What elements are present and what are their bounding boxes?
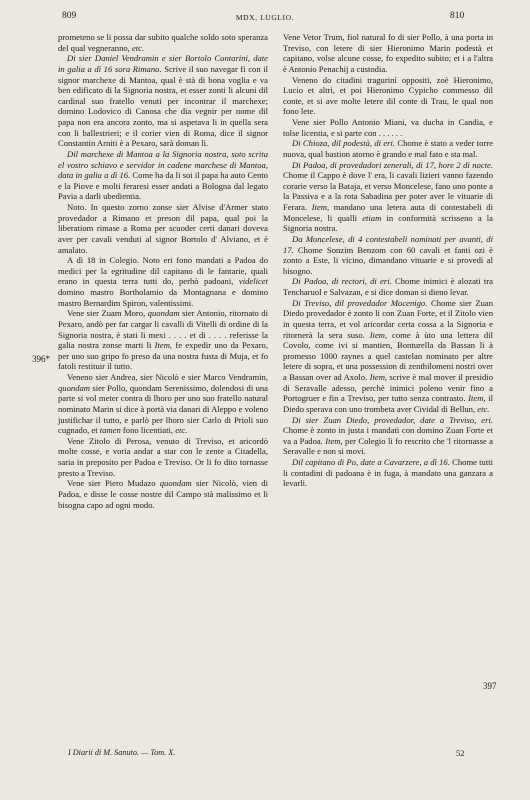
italic-text-run: Di sier Zuan Diedo, provedador, date a Treviso, eri. bbox=[292, 414, 493, 425]
margin-number-right: 397 bbox=[483, 681, 497, 691]
text-run: per Colegio li fo rescrito che 'l ritornasse a Seravalle e non si movi. bbox=[283, 435, 494, 457]
italic-text-run: etc. bbox=[175, 425, 188, 436]
italic-text-run: etc. bbox=[131, 42, 145, 53]
text-run: Chome è zonto in justa i mandati con domino Zuan Forte et va a Padoa. bbox=[283, 425, 493, 446]
italic-text-run: videlicet bbox=[238, 276, 268, 287]
text-run: Vene Zitolo di Perosa, venuto di Treviso, et aricordò molte cosse, e voria andar a star con le zente a Citadella, saria in preposito per Padoa e Treviso. Or li fo dito tornasse presto a Treviso. bbox=[58, 435, 268, 478]
text-run: prometeno se li possa dar subito qualche soldo soto speranza del qual vegneranno, bbox=[58, 32, 268, 53]
text-run: Chome il Cappo è dove l' era, li cavali lizieri vanno fazendo corarie verso la Bataja, et verso Moncelese, fano uno ponte a la Passiva e a la rota Sabadina per poter aver le vituarie di Ferara. bbox=[283, 170, 493, 212]
italic-text-run: Di Treviso, dil provedador Mocenigo. bbox=[292, 297, 428, 308]
text-run: scrive è mal mover il presidio di Seravalle adesso, perchè inimici poleno venir fino a Portogruer e fin a Treviso, per tutto senza contrasto. bbox=[283, 372, 493, 404]
left-column bbox=[58, 32, 268, 510]
text-run: il Diedo sperava con uno trombeta aver Cividal di Bellun, bbox=[283, 393, 493, 414]
paragraph bbox=[58, 32, 268, 53]
text-run: Vene sier Zuam Moro, bbox=[67, 308, 148, 319]
paragraph bbox=[283, 234, 493, 277]
italic-text-run: Di Chioza, dil podestà, di eri. bbox=[292, 138, 396, 149]
paragraph bbox=[58, 478, 268, 510]
text-run: Vene sier Pollo Antonio Miani, va ducha in Candia, e tolse licentia, e si parte con . . . . . . bbox=[283, 117, 493, 138]
page-number-left: 809 bbox=[62, 11, 77, 21]
italic-text-run: Item, bbox=[311, 202, 330, 212]
paragraph bbox=[283, 457, 493, 489]
text-run: Chome Sonzim Benzom con 60 cavali et fanti ozi è zonto a Este, li vicino, dimandano vituarie e si provedi al bisogno. bbox=[283, 244, 493, 276]
text-run: mandano una letera auta di contestabeli di Moncelese, li qualli bbox=[283, 202, 493, 223]
text-run: sier Antonio, ritornato di Pexaro, andò per far cargar li cavalli di Vitelli di ordine di la Signoria nostra, è stati li mexi . . . . et di . . . . referisse la galia nostra zonse marti li bbox=[58, 308, 268, 351]
paragraph bbox=[283, 117, 493, 138]
italic-text-run: etc. bbox=[477, 403, 490, 414]
italic-text-run: Item, bbox=[369, 329, 388, 340]
text-run: domino mastro Bortholamio da Montagnana e domino mastro Bernardim Spiron, valentissimi. bbox=[58, 287, 268, 308]
italic-text-run: Di Padoa, di provedadori zenerali, di 17, hore 2 di nocte. bbox=[292, 159, 493, 170]
text-run: Chome sier Zuan Diedo provedador è zonto li con Zuan Forte, et il Zitolo vien in questa terra, et vol aricordar certa cossa a la Signoria e ritornerà la sera suso. bbox=[283, 297, 493, 340]
italic-text-run: Item, bbox=[369, 372, 388, 382]
text-run: Come ha da li soi il papa ha auto Cento e la Piove e molti feraresi esser andati a Bologna dal legato Pavia a darli ubedientia. bbox=[58, 170, 268, 202]
italic-text-run: Item, bbox=[154, 340, 173, 351]
text-run: sier Nicolò, vien di Padoa, e disse le cosse nostre dil Campo stà malissimo et li bisogna capo ad ogni modo. bbox=[58, 478, 268, 510]
text-run: in conformità scrisseno a la Signoria nostra. bbox=[283, 212, 493, 234]
text-run: fono licentiati, bbox=[120, 425, 176, 436]
text-run: Chome inimici è alozati tra Tencharuol e Salvazan, e si dice doman si dieno levar. bbox=[283, 276, 493, 297]
text-run: Noto. In questo zorno zonse sier Alvise d'Armer stato provedador a Rimano et preson dil papa, qual poi la liberatiom rimase a Roma per scuoder certi danari doveva aver per cavali venduti al signor Bortolo d' Alviano, et è amalato. bbox=[58, 202, 268, 255]
italic-text-run: etiam bbox=[362, 212, 382, 223]
text-run: Vene sier Piero Mudazo bbox=[67, 478, 160, 489]
text-run: Chome tutti li contadini di padoana è in fuga, à mandato una ganzara a levarli. bbox=[283, 457, 494, 489]
italic-text-run: Da Moncelese, di 4 contestabeli nominati per avanti, di 17. bbox=[283, 233, 493, 255]
italic-text-run: Di Padoa, di rectori, di eri. bbox=[292, 276, 392, 287]
text-run: Veneno sier Andrea, sier Nicolò e sier Marco Vendramin, bbox=[67, 372, 268, 382]
paragraph bbox=[58, 53, 268, 149]
text-run: Vene Vetor Trum, fiol natural fo di sier Pollo, à una porta in Treviso, con letere di sier Hieronimo Marin podestà et capitano, volse alcune cosse, fo expedito subito; et i a l'altra è Antonio Penachij a custodia. bbox=[283, 32, 493, 74]
italic-text-run: Dil capitano di Po, date a Cavarzere, a dì 16. bbox=[292, 457, 450, 467]
italic-text-run: quondam bbox=[58, 382, 90, 393]
paragraph bbox=[58, 372, 268, 436]
paragraph bbox=[283, 32, 493, 75]
italic-text-run: quondam bbox=[147, 308, 180, 319]
footer-citation: I Diarii di M. Sanuto. — Tom. X. bbox=[68, 748, 176, 757]
paragraph bbox=[58, 149, 268, 202]
italic-text-run: Item, bbox=[468, 393, 486, 404]
text-run: Scrive il suo navegar fi con il signor marchexe di Mantoa, qual è stà di bona voglia e va ben edificato di la Signoria nostra, et esser zonti li alcuni dil cardinal suo fratello venuti per incontrar il marchexe; domino Lodovico di Canosa che dia vegnir per nome dil papa non era ancora zonto, ma si aspetava li in quella sera con li ballestrieri; e il corier vien di Roma, dice il signor Constantin Arniti è a Pexaro, sarà doman lì. bbox=[58, 63, 268, 149]
paragraph bbox=[283, 160, 493, 234]
italic-text-run: tamen bbox=[99, 425, 121, 436]
page-number-right: 810 bbox=[450, 11, 465, 21]
paragraph bbox=[58, 202, 268, 255]
running-header: MDX, LUGLIO. bbox=[235, 13, 295, 22]
paragraph bbox=[283, 276, 493, 297]
italic-text-run: Item, bbox=[325, 435, 343, 446]
text-run: A dì 18 in Colegio. Noto eri fono mandati a Padoa do medici per la egritudine dil capitano di le fantarie, quali erano in questa terra tutti do, perhò padoani, bbox=[58, 255, 268, 287]
right-column bbox=[283, 32, 493, 489]
paragraph bbox=[283, 138, 493, 159]
footer-signature: 52 bbox=[456, 748, 465, 758]
italic-text-run: Dil marchexe di Mantoa a la Signoria nostra, soto scrita el vostro schiavo e servidor in cadene marchese di Mantoa, data in galia a dì 16. bbox=[58, 148, 268, 181]
text-run: Veneno do citadini traguriní oppositi, zoè Hieronimo, Lucio et altri, et poi Hieronimo Cypicho commesso dil conte, et si ave molte letere dil conte di Trau, le qual non fono lete. bbox=[283, 74, 493, 117]
paragraph bbox=[58, 308, 268, 372]
text-run: come à ùto una lettera dil Covolo, come ivi si mantien, Bonturella da Bassan li à promesso 1000 raynes a quel castelan nominato per altre letere di sopra, et una possession di zenthilomeni nostri over a Bassan over ad Axolo. bbox=[283, 329, 493, 382]
italic-text-run: Di sier Daniel Vendramin e sier Bortolo Contarini, date in galia a dì 16 sora Rimano. bbox=[58, 53, 268, 74]
paragraph bbox=[283, 75, 493, 118]
paragraph bbox=[58, 255, 268, 308]
paragraph bbox=[283, 298, 493, 415]
text-run: fe expedir uno da Pexaro, per uno suo gripo fo preso da una nostra fusta di Muja, et fo fatoli restituir il tutto. bbox=[58, 340, 268, 372]
text-run: sier Pollo, quondam Serenissimo, dolendosi di una parte si vol meter contra di lhoro per uno suo fratello natural nominato Marin si dice à portà via danari di Aleppo e voleno justifichar il tutto, e parlò per lhoro sier Carlo di Prioli suo cugnado, et bbox=[58, 382, 268, 436]
paragraph bbox=[283, 415, 493, 458]
text-run: Chome è stato a veder torre nuova, qual bastion atorno è grando e mal fato e sta mal. bbox=[283, 138, 493, 159]
italic-text-run: quondam bbox=[159, 478, 192, 489]
paragraph bbox=[58, 436, 268, 479]
margin-number-left: 396* bbox=[32, 354, 50, 364]
